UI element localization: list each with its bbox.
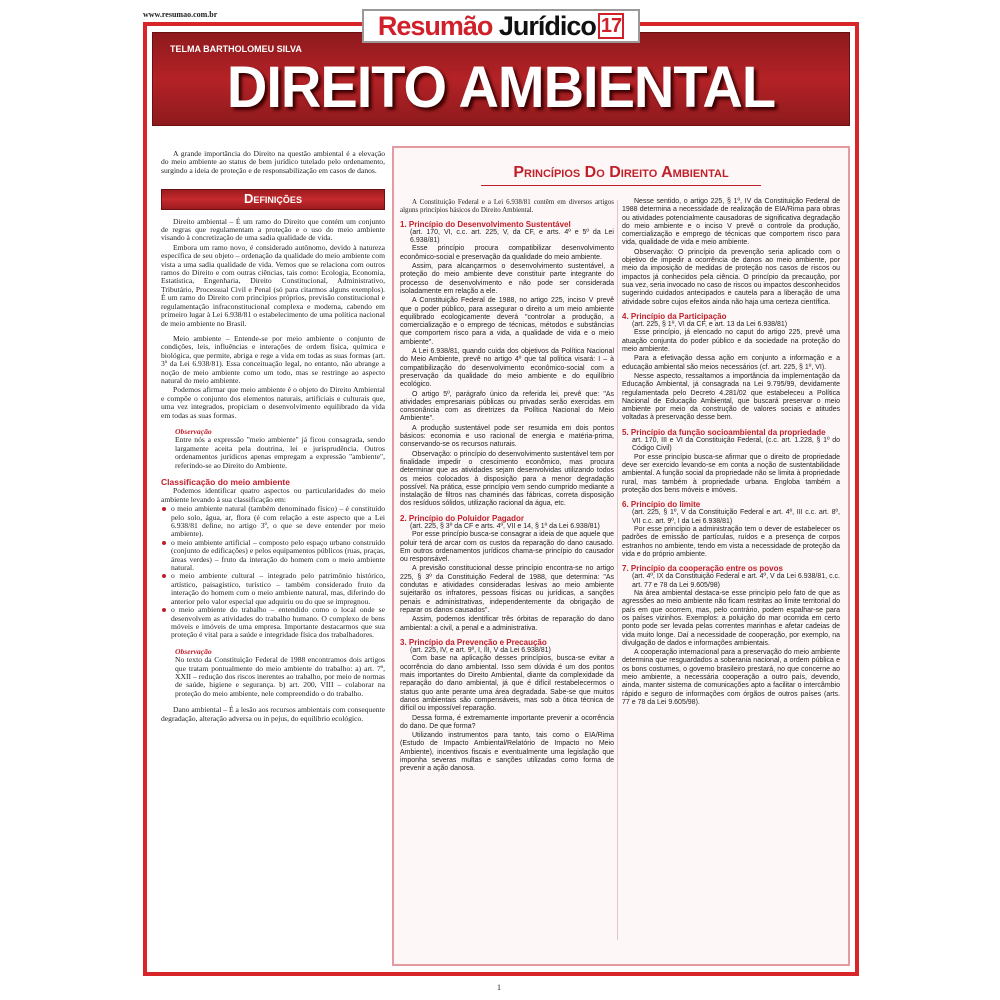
paragraph: A produção sustentável pode ser resumida em dois pontos básicos: economia e uso racional de energia e matéria-prima, conservando-se os recursos naturais. xyxy=(400,424,614,449)
paragraph: Assim, para alcançarmos o desenvolvimento sustentável, a proteção do meio ambiente deve constituir parte integrante do processo de desenvolvimento e não pode ser considerada isoladamente em relação a ele. xyxy=(400,263,614,295)
list-item: o meio ambiente cultural – integrado pelo patrimônio histórico, artístico, paisagístico, turístico – também considerado fruto da interação do homem com o meio ambiente natural, mas, diferindo do anterior pelo valor especial que adquiriu ou do que se impregnou. xyxy=(161,572,385,606)
paragraph: Dessa forma, é extremamente importante prevenir a ocorrência do dano. De que forma? xyxy=(400,714,614,730)
paragraph: Com base na aplicação desses princípios, busca-se evitar a ocorrência do dano ambiental. Isso sem dúvida é um dos pontos mais importantes do Direito Ambiental, diante da complexidade da reparação do dano ambiental, já que é difícil restabelecermos o status quo ante perante uma área degradada. Sabe-se que muitos danos ambientais são compensáveis, mas sob a ótica técnica de difícil ou impossível reparação. xyxy=(400,655,614,713)
principle-title: 6. Princípio do limite xyxy=(622,500,701,510)
list-item: o meio ambiente natural (também denominado físico) – é constituído pelo solo, água, ar, flora (é com relação a este aspecto que a Lei 6.938/81 define, no artigo 3º, o que se deve entender por meio ambiente). xyxy=(161,505,385,539)
section-heading-principios: Princípios Do Direito Ambiental xyxy=(394,164,848,186)
principle-reference: (art. 225, § 1º, V da Constituição Federal e art. 4º, III c.c. art. 8º, VII c.c. art. 9º, I da Lei 6.938/81) xyxy=(632,509,840,525)
left-column xyxy=(161,150,385,724)
brand-word1: Resumão xyxy=(377,11,493,41)
list-item: o meio ambiente do trabalho – entendido como o local onde se desenvolvem as atividades do trabalho humano. O complexo de bens móveis e imóveis de uma empresa. Importante destacarmos que sua proteção é vital para a saúde e integridade física dos trabalhadores. xyxy=(161,606,385,640)
paragraph: Embora um ramo novo, é considerado autônomo, devido à natureza específica de seu objeto – ordenação da qualidade do meio ambiente com vista a uma sadia qualidade de vida. Vemos que se relaciona com outros ramos do Direito e com outras ciências, tais como: Ecologia, Economia, Estatística, Engenharia, Direito Constitucional, Administrativo, Tributário, Processual Civil e Penal (só para citarmos alguns exemplos). É um ramo do Direito com princípios próprios, previsão constitucional e regulamentação infraconstitucional complexa e moderna, cabendo em primeiro lugar à Lei 6.938/81 o estabelecimento de uma política nacional de meio ambiente no Brasil. xyxy=(161,242,385,328)
paragraph: Dano ambiental – É a lesão aos recursos ambientais com consequente degradação, alteração adversa ou in pejus, do equilíbrio ecológico. xyxy=(161,705,385,723)
principle-title: 1. Princípio do Desenvolvimento Sustentável xyxy=(400,219,571,229)
principles-column-1 xyxy=(400,198,614,775)
brand-number: 17 xyxy=(598,13,624,39)
section-heading-definicoes: Definições xyxy=(161,189,385,209)
subheading-classificacao: Classificação do meio ambiente xyxy=(161,477,290,487)
paragraph: Podemos identificar quatro aspectos ou particularidades do meio ambiente levando à sua classificação em: xyxy=(161,486,385,504)
paragraph: A Lei 6.938/81, quando cuida dos objetivos da Política Nacional do Meio Ambiente, prevê no artigo 4º que tal política visará: I – à compatibilização do desenvolvimento econômico-social com a preservação da qualidade do meio ambiente e do equilíbrio ecológico. xyxy=(400,348,614,389)
classification-list xyxy=(161,505,385,640)
paragraph: Por esse princípio busca-se consagrar a ideia de que aquele que poluir terá de arcar com os custos da reparação do dano causado. Em outros ordenamentos jurídicos chama-se princípio do causador ou responsável. xyxy=(400,531,614,564)
page-number: 1 xyxy=(497,983,501,992)
paragraph: Nesse sentido, o artigo 225, § 1º, IV da Constituição Federal de 1988 determina a necessidade de realização de EIA/Rima para obras ou atividades potencialmente causadoras de significativa degradação do meio ambiente e o inciso V prevê o controle da produção, comercialização e emprego de técnicas que comportem risco para vida, qualidade de vida e meio ambiente. xyxy=(622,198,840,247)
brand-word2: Jurídico xyxy=(498,11,596,41)
paragraph: Para a efetivação dessa ação em conjunto a informação e a educação ambiental são meios necessários (cf. art. 225, § 1º, VI). xyxy=(622,355,840,371)
paragraph: Por esse princípio a administração tem o dever de estabelecer os padrões de emissão de partículas, ruídos e a presença de corpos estranhos no ambiente, tendo em vista a necessidade de proteção da vida e do próprio ambiente. xyxy=(622,525,840,558)
paragraph: A cooperação internacional para a preservação do meio ambiente determina que resguardados a soberania nacional, a ordem pública e os bons costumes, o governo brasileiro prestará, no que concerne ao meio ambiente, a necessária cooperação a outro país, devendo, ainda, manter sistema de comunicações apto a facilitar o intercâmbio rápido e seguro de informações com órgãos de outros países (arts. 77 e 78 da Lei 9.605/98). xyxy=(622,649,840,706)
list-item: o meio ambiente artificial – composto pelo espaço urbano construído (conjunto de edificações) e pelos equipamentos públicos (ruas, praças, áreas verdes) – fruto da interação do homem com o meio ambiente natural. xyxy=(161,539,385,573)
principle-reference: (art. 170, VI, c.c. art. 225, V, da CF, e arts. 4º e 5º da Lei 6.938/81) xyxy=(410,228,614,245)
observation-text: No texto da Constituição Federal de 1988 encontramos dois artigos que tratam pontualmente do meio ambiente do trabalho: a) art. 7º, XXII – redução dos riscos inerentes ao trabalho, por meio de normas de saúde, higiene e segurança. b) art. 200, VIII – colaborar na proteção do meio ambiente, nele compreendido o do trabalho. xyxy=(175,655,385,698)
principle-title: 2. Princípio do Poluidor Pagador xyxy=(400,513,525,523)
principle-title: 4. Princípio da Participação xyxy=(622,311,727,321)
paragraph: Assim, podemos identificar três órbitas de reparação do dano ambiental: a civil, a penal e a administrativa. xyxy=(400,616,614,632)
observation-text: Entre nós a expressão "meio ambiente" já ficou consagrada, sendo largamente aceita pela doutrina, lei e jurisprudência. Outros ordenamentos jurídicos apenas empregam a expressão "ambiente", referindo-se ao Direito do Ambiente. xyxy=(175,435,385,470)
column-divider xyxy=(617,200,618,940)
paragraph: A previsão constitucional desse princípio encontra-se no artigo 225, § 3º da Constituição Federal de 1988, que determina: "As condutas e atividades consideradas lesivas ao meio ambiente sujeitarão os infratores, pessoas físicas ou jurídicas, a sanções penais e administrativas, independentemente da obrigação de reparar os danos causados". xyxy=(400,565,614,614)
paragraph: A Constituição Federal de 1988, no artigo 225, inciso V prevê que o poder público, para assegurar o direito a um meio ambiente equilibrado ecologicamente deverá "controlar a produção, a comercialização e o emprego de técnicas, métodos e substâncias que comportem risco para a vida, a qualidade de vida e o meio ambiente". xyxy=(400,297,614,346)
paragraph: Podemos afirmar que meio ambiente é o objeto do Direito Ambiental e compõe o conjunto dos elementos naturais, artificiais e culturais que, uma vez integrados, propiciam o desenvolvimento equilibrado da vida em todas as suas formas. xyxy=(161,385,385,420)
website-url: www.resumao.com.br xyxy=(143,10,218,19)
paragraph: Nesse aspecto, ressaltamos a importância da implementação da Educação Ambiental, já consagrada na Lei 9.795/99, devidamente regulamentada pelo Decreto 4.281/02 que estabeleceu a Política Nacional de Educação Ambiental, que buscará preservar o meio ambiente por meio da construção de valores sociais e atitudes voltadas à preservação desse bem. xyxy=(622,372,840,422)
paragraph: O artigo 5º, parágrafo único da referida lei, prevê que: "As atividades empresariais públicas ou privadas serão exercidas em consonância com as diretrizes da Política Nacional do Meio Ambiente". xyxy=(400,390,614,423)
paragraph: Observação: o princípio do desenvolvimento sustentável tem por finalidade impedir o crescimento econômico, mas procura determinar que as atividades sejam desenvolvidas utilizando todos os meios colocados à disposição para a menor degradação possível. Na prática, esse princípio vem sendo cumprido mediante a instalação de filtros nas chaminés das fábricas, correta disposição dos resíduos sólidos, utilização racional da água, etc. xyxy=(400,450,614,508)
observation-title: Observação xyxy=(175,426,212,436)
intro: A grande importância do Direito na questão ambiental é a elevação do meio ambiente ao status de bem jurídico tutelado pelo ordenamento, surgindo a ideia de proteção e de responsabilização em casos de danos. xyxy=(161,149,385,175)
principle-title: 5. Princípio da função socioambiental da propriedade xyxy=(622,427,826,437)
principle-reference: art. 170, III e VI da Constituição Federal, (c.c. art. 1.228, § 1º do Código Civil) xyxy=(632,437,840,453)
paragraph: Esse princípio, já elencado no caput do artigo 225, prevê uma atuação conjunta do poder público e da sociedade na proteção do meio ambiente. xyxy=(622,329,840,354)
principle-reference: (art. 4º, IX da Constituição Federal e art. 4º, V da Lei 6.938/81, c.c. art. 77 e 78 da Lei 9.605/98) xyxy=(632,573,840,589)
paragraph: Utilizando instrumentos para tanto, tais como o EIA/Rima (Estudo de Impacto Ambiental/Relatório de Impacto no Meio Ambiente), incentivos fiscais e eventualmente uma legislação que imponha severas multas e sanções utilizadas como forma de prevenir a ação danosa. xyxy=(400,732,614,773)
observation-title: Observação xyxy=(175,646,212,656)
paragraph: Meio ambiente – Entende-se por meio ambiente o conjunto de condições, leis, influências e interações de ordem física, química e biológica, que permite, abriga e rege a vida em todas as suas formas (art. 3º da Lei 6.938/81). Essa conceituação legal, no entanto, não abrange a noção de meio ambiente como um todo, mas se restringe ao aspecto natural do meio ambiente. xyxy=(161,333,385,385)
paragraph: Na área ambiental destaca-se esse princípio pelo fato de que as agressões ao meio ambiente não ficam restritas ao limite territorial do país em que ocorrem, mas, pelo contrário, podem espalhar-se para os países vizinhos. Exemplos: a poluição do mar ocorrida em certo ponto pode ser levada pelas correntes marinhas e afetar cadeias de vida muito longe. Daí a necessidade de cooperação, por exemplo, na divulgação de dados e informações ambientais. xyxy=(622,590,840,647)
brand-logo xyxy=(362,9,640,43)
author: TELMA BARTHOLOMEU SILVA xyxy=(170,44,302,54)
principle-reference: (art. 225, § 3º da CF e arts. 4º, VII e 14, § 1º da Lei 6.938/81) xyxy=(410,522,600,530)
principle-title: 7. Princípio da cooperação entre os povos xyxy=(622,564,783,574)
paragraph: Observação: O princípio da prevenção seria aplicado com o objetivo de impedir a ocorrência de danos ao meio ambiente, por meio da imposição de medidas de proteção nos casos de riscos ou impactos já conhecidos pela ciência. O princípio da precaução, por sua vez, seria invocado no caso de riscos ou impactos desconhecidos sugerindo cuidados antecipados e cautela para a liberação de uma atividade sobre cujos efeitos ainda não haja uma certeza científica. xyxy=(622,248,840,306)
paragraph: A Constituição Federal e a Lei 6.938/81 contêm em diversos artigos alguns princípios básicos do Direito Ambiental. xyxy=(400,198,614,215)
paragraph: Direito ambiental – É um ramo do Direito que contém um conjunto de regras que regulamentam a proteção e o uso do meio ambiente visando à concretização de uma sadia qualidade de vida. xyxy=(161,216,385,243)
page-title: DIREITO AMBIENTAL xyxy=(226,53,776,120)
principle-reference: (art. 225, § 1º, VI da CF, e art. 13 da Lei 6.938/81) xyxy=(632,321,788,329)
paragraph: Esse princípio procura compatibilizar desenvolvimento econômico-social e preservação da qualidade do meio ambiente. xyxy=(400,245,614,261)
principle-title: 3. Princípio da Prevenção e Precaução xyxy=(400,637,547,647)
principle-reference: (art. 225, IV, e art. 9º, I, III, V da Lei 6.938/81) xyxy=(410,647,551,655)
paragraph: Por esse princípio busca-se afirmar que o direito de propriedade deve ser exercido levando-se em conta a noção de sustentabilidade ambiental. A função social da propriedade não se limita à propriedade rural, mas também à propriedade urbana. Engloba também a proteção dos bens móveis e imóveis. xyxy=(622,453,840,494)
principles-column-2 xyxy=(622,198,840,708)
